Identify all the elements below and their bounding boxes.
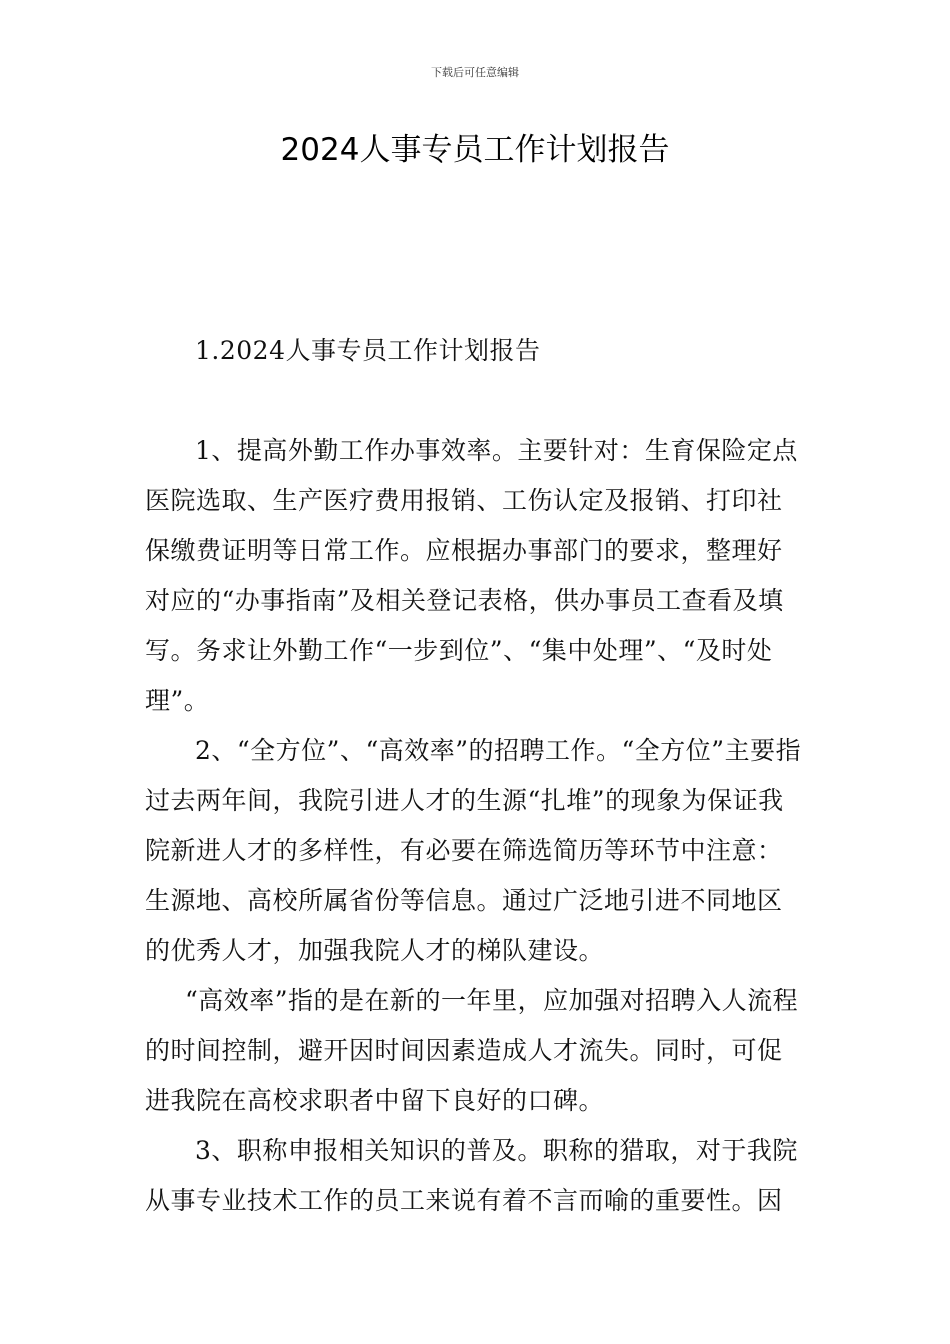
section-heading: 1.2024人事专员工作计划报告 [195, 336, 541, 365]
paragraph-3: “高效率”指的是在新的一年里，应加强对招聘入人流程的时间控制，避开因时间因素造成人才流失。同时，可促进我院在高校求职者中留下良好的口碑。 [145, 986, 799, 1115]
document-title: 2024人事专员工作计划报告 [280, 132, 670, 168]
paragraph-4: 3、职称申报相关知识的普及。职称的猎取，对于我院从事专业技术工作的员工来说有着不言而喻的重要性。因 [145, 1136, 798, 1215]
paragraph-1: 1、提高外勤工作办事效率。主要针对：生育保险定点医院选取、生产医疗费用报销、工伤认定及报销、打印社保缴费证明等日常工作。应根据办事部门的要求，整理好对应的“办事指南”及相关登记表格，供办事员工查看及填写。务求让外勤工作“一步到位”、“集中处理”、“及时处理”。 [145, 436, 798, 715]
header-note: 下载后可任意编辑 [431, 66, 519, 79]
paragraph-2: 2、“全方位”、“高效率”的招聘工作。“全方位”主要指过去两年间，我院引进人才的生源“扎堆”的现象为保证我院新进人才的多样性，有必要在筛选简历等环节中注意：生源地、高校所属省份等信息。通过广泛地引进不同地区的优秀人才，加强我院人才的梯队建设。 [145, 736, 802, 965]
document-body [145, 326, 807, 1226]
